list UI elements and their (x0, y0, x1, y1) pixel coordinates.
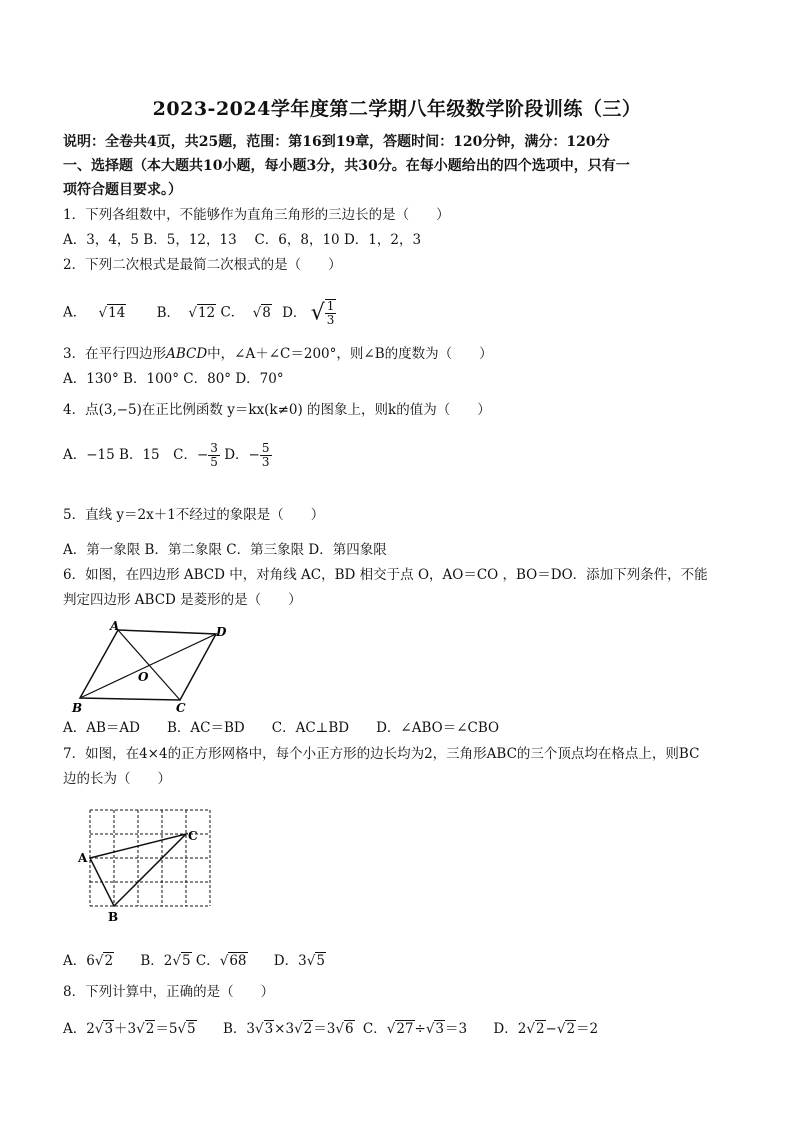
q4-c-fraction: $\frac{3}{5}$ (210, 441, 218, 469)
section-heading-line1: 一、选择题（本大题共10小题，每小题3分，共30分。在每小题给出的四个选项中，只有一 (63, 158, 630, 174)
diagonal-bd (80, 634, 216, 698)
q1-stem: 1．下列各组数中，不能够作为直角三角形的三边长的是（ ） (63, 207, 450, 223)
q2-c-radicand: 8 (262, 304, 271, 321)
grid-lines (90, 810, 210, 906)
q2-a-label: A． (63, 304, 87, 321)
vertex-label-b: B (108, 910, 119, 924)
q6-stem-line2: 判定四边形 ABCD 是菱形的是（ ） (63, 592, 302, 608)
q5-stem: 5．直线 y＝2x＋1不经过的象限是（ ） (63, 507, 325, 523)
q8-options: A．2√3＋3√2＝5√5 B．3√3×3√2＝3√6 C．√27÷√3＝3 D．2√2−√2＝2 (63, 1021, 599, 1037)
q2-d-fraction: $\frac{1}{3}$ (326, 299, 335, 327)
q6-stem-line1: 6．如图，在四边形 ABCD 中，对角线 AC，BD 相交于点 O，AO＝CO ，BO＝DO．添加下列条件，不能 (63, 567, 708, 583)
q5-options: A．第一象限 B．第二象限 C．第三象限 D．第四象限 (63, 542, 387, 558)
q2-b-radicand: 12 (197, 304, 216, 321)
q7-options: A．6√2 B．2√5 C．√68 D．3√5 (63, 953, 325, 969)
q2-options: A． √14 B． √12 C． √8 D． √ $\frac{1}{3}$ (63, 299, 335, 327)
q3-options: A．130° B．100° C．80° D．70° (63, 371, 284, 387)
parallelogram-outline (80, 630, 216, 700)
exam-instructions: 说明：全卷共4页，共25题，范围：第16到19章，答题时间：120分钟，满分：120分 (63, 134, 610, 150)
q8-stem: 8．下列计算中，正确的是（ ） (63, 984, 275, 1000)
grid-figure (74, 804, 214, 926)
rhombus-figure (66, 618, 236, 714)
q1-options: A．3，4，5 B．5，12，13 C．6，8，10 D．1，2，3 (63, 232, 422, 248)
q7-stem-line2: 边的长为（ ） (63, 771, 171, 787)
q7-stem-line1: 7．如图，在4×4的正方形网格中，每个小正方形的边长均为2，三角形ABC的三个顶点均在格点上，则BC (63, 746, 700, 762)
q4-d-fraction: $\frac{5}{3}$ (261, 441, 270, 469)
page-title: 2023-2024学年度第二学期八年级数学阶段训练（三） (152, 98, 642, 120)
q6-options: A．AB＝AD B．AC＝BD C．AC⊥BD D．∠ABO＝∠CBO (63, 720, 500, 736)
vertex-label-a: A (110, 619, 120, 633)
q2-a-radicand: 14 (108, 304, 126, 321)
q4-stem: 4．点(3,−5)在正比例函数 y＝kx(k≠0) 的图象上，则k的值为（ ） (63, 402, 491, 418)
q2-b-label: B． (156, 304, 181, 321)
q2-c-label: C． (220, 304, 245, 321)
point-label-o: O (138, 670, 149, 684)
section-heading-line2: 项符合题目要求。） (63, 182, 182, 198)
q3-stem: 3．在平行四边形ABCD中，∠A＋∠C＝200°，则∠B的度数为（ ） (63, 346, 493, 362)
q2-stem: 2．下列二次根式是最简二次根式的是（ ） (63, 257, 342, 273)
vertex-label-b: B (72, 701, 83, 714)
vertex-label-d: D (216, 625, 227, 639)
vertex-label-c: C (188, 829, 198, 843)
vertex-label-c: C (176, 701, 186, 714)
q4-options: A．−15 B．15 C．− $\frac{3}{5}$ D．− $\frac{5}{3}$ (63, 441, 270, 469)
vertex-label-a: A (78, 851, 88, 865)
q2-d-label: D． (282, 304, 307, 321)
